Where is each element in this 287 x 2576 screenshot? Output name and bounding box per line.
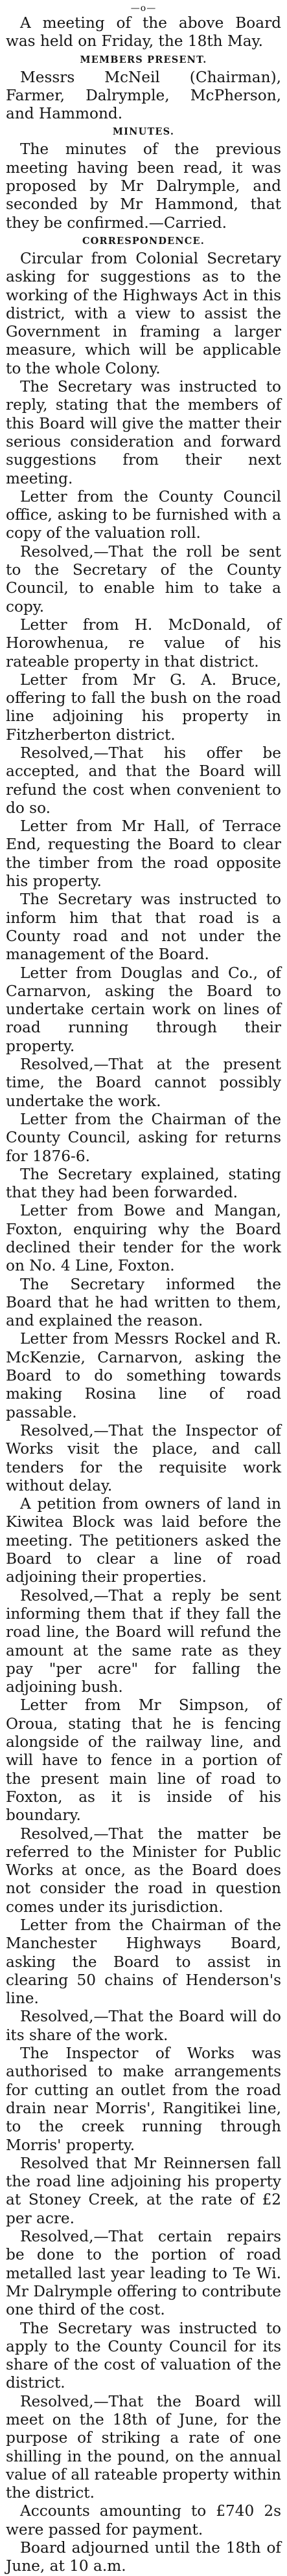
body-paragraph: Accounts amounting to £740 2s were passed for payment. [6,2502,281,2538]
body-paragraph: Resolved,—That a reply be sent informing them that if they fall the road line, the Board will refund the amount at the same rate as they pay "per acre" for falling the adjoining bush. [6,1586,281,1696]
body-paragraph: Resolved,—That the Inspector of Works visit the place, and call tenders for the requisite work without delay. [6,1421,281,1494]
body-paragraph: The Inspector of Works was authorised to make arrangements for cutting an outlet from the road drain near Morris', Rangitikei line, to the creek running through Morris' property. [6,2045,281,2154]
body-paragraph: The Secretary was instructed to apply to the County Council for its share of the cost of valuation of the district. [6,2319,281,2392]
body-paragraph: Letter from Douglas and Co., of Carnarvon, asking the Board to undertake certain work on lines of road running through their property. [6,964,281,1055]
minutes-heading: MINUTES. [112,126,175,138]
correspondence-heading: CORRESPONDENCE. [82,235,205,247]
body-paragraph: Resolved,—That the Board will do its share of the work. [6,2008,281,2044]
body-paragraph: The Secretary was instructed to inform him that that road is a County road and not under the management of the Board. [6,891,281,964]
minutes-paragraph: The minutes of the previous meeting having been read, it was proposed by Mr Dalrymple, and seconded by Mr Hammond, that they be confirmed.—Carried. [6,140,281,232]
body-paragraph: Letter from the Chairman of the County Council, asking for returns for 1876-6. [6,1110,281,1165]
body-paragraph: Letter from the County Council office, asking to be furnished with a copy of the valuation roll. [6,487,281,542]
body-paragraph: Letter from Mr Simpson, of Oroua, stating that he is fencing alongside of the railway line, and will have to fence in a portion of the present main line of road to Foxton, as it is inside of his boundary. [6,1696,281,1825]
intro-paragraph: A meeting of the above Board was held on Friday, the 18th May. [6,14,281,50]
body-paragraph: Letter from the Chairman of the Manchester Highways Board, asking the Board to assist in clearing 50 chains of Henderson's line. [6,1916,281,2008]
body-paragraph: Letter from Bowe and Mangan, Foxton, enquiring why the Board declined their tender for the work on No. 4 Line, Foxton. [6,1202,281,1275]
body-paragraph: Letter from Mr G. A. Bruce, offering to fall the bush on the road line adjoining his property in Fitzherberton district. [6,671,281,744]
body-paragraph: Resolved,—That the Board will meet on the 18th of June, for the purpose of striking a rate of one shilling in the pound, on the annual value of all rateable property within the district. [6,2392,281,2502]
body-paragraph: Resolved that Mr Reinnersen fall the road line adjoining his property at Stoney Creek, at the rate of £2 per acre. [6,2154,281,2227]
body-paragraph: The Secretary informed the Board that he had written to them, and explained the reason. [6,1275,281,1330]
body-paragraph: A petition from owners of land in Kiwitea Block was laid before the meeting. The petitioners asked the Board to clear a line of road adjoining their properties. [6,1495,281,1586]
body-paragraph: Board adjourned until the 18th of June, at 10 a.m. [6,2539,281,2575]
body-paragraph: Circular from Colonial Secretary asking for suggestions as to the working of the Highways Act in this district, with a view to assist the Government in framing a larger measure, which will be applicable to the whole Colony. [6,249,281,377]
body-paragraph: Resolved,—That the roll be sent to the Secretary of the County Council, to enable him to take a copy. [6,542,281,616]
body-paragraph: Resolved,—That his offer be accepted, and that the Board will refund the cost when convenient to do so. [6,744,281,817]
ornament-divider: —o— [130,3,157,14]
body-paragraph: Letter from H. McDonald, of Horowhenua, re value of his rateable property in that district. [6,616,281,671]
body-paragraph: Resolved,—That at the present time, the Board cannot possibly undertake the work. [6,1056,281,1110]
body-paragraph: Letter from Mr Hall, of Terrace End, requesting the Board to clear the timber from the road opposite his property. [6,817,281,891]
body-paragraph: Resolved,—That the matter be referred to the Minister for Public Works at once, as the Board does not consider the road in question comes under its jurisdiction. [6,1825,281,1916]
members-paragraph: Messrs McNeil (Chairman), Farmer, Dalrymple, McPherson, and Hammond. [6,68,281,123]
body-paragraph: Letter from Messrs Rockel and R. McKenzie, Carnarvon, asking the Board to do something towards making Rosina line of road passable. [6,1330,281,1421]
body-paragraph: Resolved,—That certain repairs be done to the portion of road metalled last year leading to Te Wi. Mr Dalrymple offering to contribute one third of the cost. [6,2228,281,2319]
body-paragraph: The Secretary was instructed to reply, stating that the members of this Board will give the matter their serious consideration and forward suggestions from their next meeting. [6,378,281,487]
members-heading: MEMBERS PRESENT. [80,54,207,65]
body-paragraph: The Secretary explained, stating that they had been forwarded. [6,1165,281,1202]
correspondence-body [6,250,281,2576]
